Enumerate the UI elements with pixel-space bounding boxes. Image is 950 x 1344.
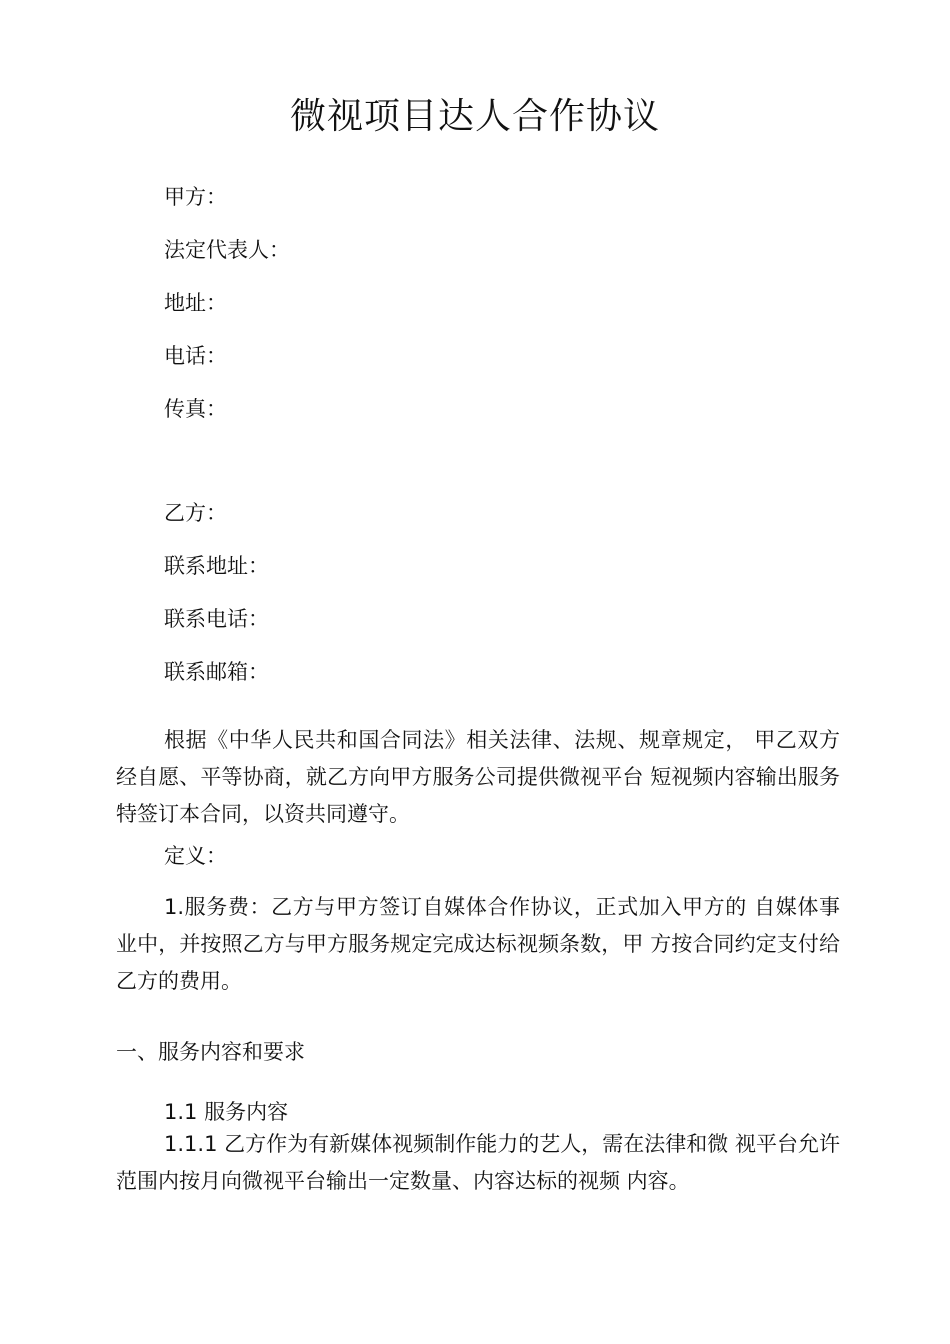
definition-1-paragraph: 1.服务费：乙方与甲方签订自媒体合作协议，正式加入甲方的 自媒体事业中，并按照乙方与甲方服务规定完成达标视频条数，甲 方按合同约定支付给乙方的费用。 <box>116 895 840 993</box>
party-b-phone-label: 联系电话： <box>164 607 269 631</box>
subsection-1-1-heading: 1.1 服务内容 <box>164 1100 289 1124</box>
party-a-label: 甲方： <box>164 185 227 209</box>
clause-1-1-1-paragraph: 1.1.1 乙方作为有新媒体视频制作能力的艺人，需在法律和微 视平台允许范围内按月向微视平台输出一定数量、内容达标的视频 内容。 <box>116 1132 840 1193</box>
party-a-address-label: 地址： <box>164 291 227 315</box>
party-b-label: 乙方： <box>164 501 227 525</box>
party-b-email-label: 联系邮箱： <box>164 660 269 684</box>
document-title: 微视项目达人合作协议 <box>289 96 660 137</box>
party-a-phone-label: 电话： <box>164 344 227 368</box>
party-a-fax-label: 传真： <box>164 397 227 421</box>
definition-heading: 定义： <box>164 844 227 868</box>
legal-representative-label: 法定代表人： <box>164 238 290 262</box>
party-b-address-label: 联系地址： <box>164 554 269 578</box>
section-1-heading: 一、服务内容和要求 <box>116 1040 305 1064</box>
preamble-paragraph: 根据《中华人民共和国合同法》相关法律、法规、规章规定， 甲乙双方经自愿、平等协商，就乙方向甲方服务公司提供微视平台 短视频内容输出服务特签订本合同，以资共同遵守。 <box>116 728 840 826</box>
